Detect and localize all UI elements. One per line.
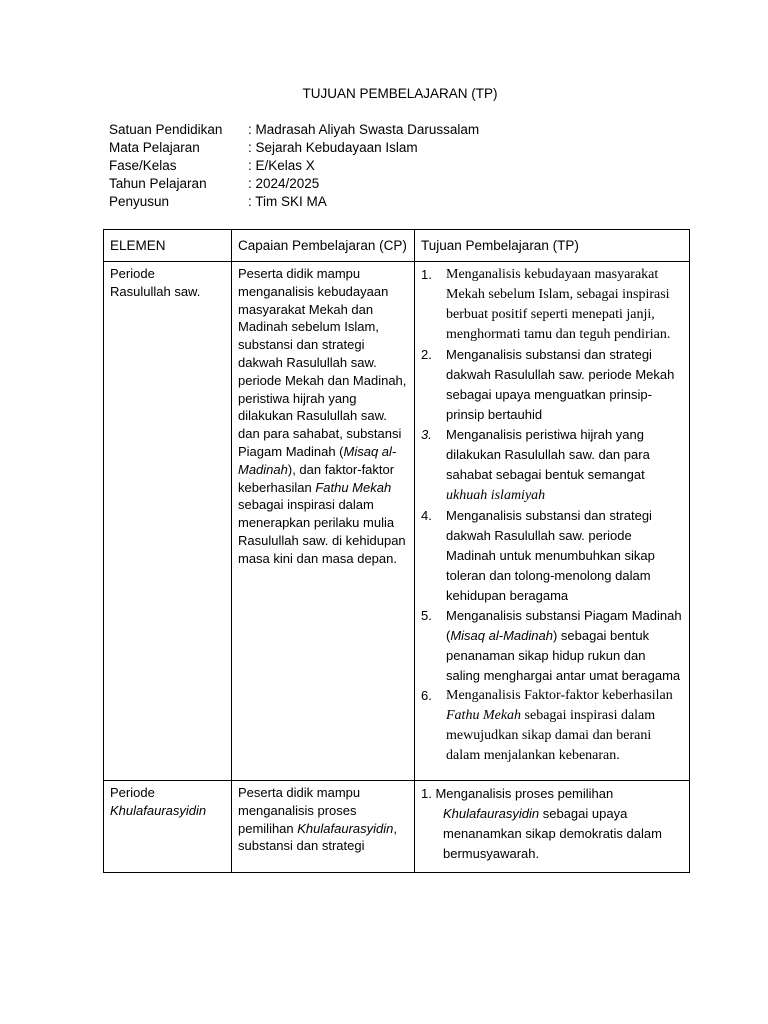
list-text-part: ) sebagai bentuk penanaman sikap hidup rukun dan saling menghargai antar umat beragama [446, 628, 681, 683]
meta-label: Fase/Kelas [109, 158, 177, 173]
document-meta [109, 121, 479, 211]
cp-text: Peserta didik mampu menganalisis proses pemilihan [238, 785, 361, 836]
cp-text: , substansi dan strategi [238, 820, 398, 854]
header-elemen: ELEMEN [104, 230, 232, 262]
meta-value: : Madrasah Aliyah Swasta Darussalam [248, 122, 480, 137]
list-item [421, 425, 683, 506]
list-item [421, 506, 683, 606]
table-row [104, 262, 690, 781]
list-number: 1. [421, 786, 432, 801]
meta-row [109, 157, 479, 175]
list-number: 6. [421, 688, 432, 703]
list-text-part: Menganalisis peristiwa hijrah yang dilakukan Rasulullah saw. dan para sahabat sebagai bentuk semangat [446, 427, 650, 482]
list-item [421, 606, 683, 686]
list-text-italic: Fathu Mekah [446, 708, 522, 723]
list-text-part: Menganalisis substansi Piagam Madinah ( [446, 608, 682, 643]
list-text-part: sebagai inspirasi dalam mewujudkan sikap damai dan berani dalam menjalankan kebenaran. [446, 708, 656, 763]
tp-cell [415, 262, 690, 781]
tp-item-continued [421, 804, 683, 864]
list-text [446, 606, 683, 686]
document-title: TUJUAN PEMBELAJARAN (TP) [302, 86, 498, 101]
list-text: Menganalisis substansi dan strategi dakwah Rasulullah saw. periode Mekah sebagai upaya menguatkan prinsip-prinsip bertauhid [446, 347, 675, 422]
list-text-italic: Khulafaurasyidin [443, 806, 540, 821]
list-text [446, 425, 683, 506]
cp-italic: Khulafaurasyidin [297, 820, 394, 836]
header-cp: Capaian Pembelajaran (CP) [232, 230, 415, 262]
elemen-line: Rasulullah saw. [110, 283, 201, 299]
list-text-part: sebagai upaya menanamkan sikap demokratis dalam bermusyawarah. [443, 806, 662, 861]
meta-row [109, 193, 479, 211]
list-text: Menganalisis kebudayaan masyarakat Mekah sebelum Islam, sebagai inspirasi berbuat positif seperti menepati janji, menghormati tamu dan teguh pendirian. [446, 267, 671, 342]
list-item [421, 686, 683, 766]
meta-row [109, 139, 479, 157]
elemen-italic: Khulafaurasyidin [110, 802, 207, 818]
table-row [104, 781, 690, 873]
list-text: Menganalisis substansi dan strategi dakwah Rasulullah saw. periode Madinah untuk menumbuhkan sikap toleran dan tolong-menolong dalam kehidupan beragama [446, 508, 655, 603]
header-tp: Tujuan Pembelajaran (TP) [415, 230, 690, 262]
list-text [446, 686, 683, 766]
list-number: 2. [421, 347, 432, 362]
list-number [421, 425, 446, 506]
meta-label: Satuan Pendidikan [109, 122, 223, 137]
table-header-row [104, 230, 690, 262]
list-number: 1. [421, 267, 432, 282]
list-number: 4. [421, 508, 432, 523]
cp-cell [232, 262, 415, 781]
tp-table [103, 229, 690, 873]
meta-value: : Tim SKI MA [248, 194, 327, 209]
list-number: 5. [421, 608, 432, 623]
meta-label: Tahun Pelajaran [109, 176, 207, 191]
cp-cell [232, 781, 415, 873]
elemen-line [110, 802, 225, 820]
meta-value: : E/Kelas X [248, 158, 315, 173]
tp-cell [415, 781, 690, 873]
cp-text: ), dan faktor-faktor keberhasilan [238, 461, 395, 495]
tp-list [421, 265, 683, 766]
elemen-cell [104, 781, 232, 873]
list-number-text: 3. [421, 427, 432, 442]
elemen-cell [104, 262, 232, 781]
cp-text: Peserta didik mampu menganalisis kebudayaan masyarakat Mekah dan Madinah sebelum Islam, substansi dan strategi dakwah Rasulullah saw. periode Mekah dan Madinah, peristiwa hijrah yang dilakukan Rasulullah saw. dan para sahabat, substansi Piagam Madinah ( [238, 266, 407, 459]
meta-label: Penyusun [109, 194, 170, 209]
tp-item [421, 784, 683, 804]
list-item [421, 345, 683, 425]
elemen-line: Periode [110, 266, 155, 281]
meta-label: Mata Pelajaran [109, 140, 200, 155]
list-text-italic: Misaq al-Madinah [450, 628, 553, 643]
cp-italic: Fathu Mekah [315, 479, 392, 495]
cp-text: sebagai inspirasi dalam menerapkan perilaku mulia Rasulullah saw. di kehidupan masa kini dan masa depan. [238, 497, 406, 566]
meta-row [109, 175, 479, 193]
meta-value: : Sejarah Kebudayaan Islam [248, 140, 418, 155]
list-text-italic: ukhuah islamiyah [446, 488, 546, 503]
elemen-line: Periode [110, 785, 155, 800]
list-text-part: Menganalisis Faktor-faktor keberhasilan [446, 688, 673, 703]
list-item [421, 265, 683, 345]
list-text-part: Menganalisis proses pemilihan [435, 786, 614, 801]
meta-row [109, 121, 479, 139]
cp-italic: Misaq al-Madinah [238, 443, 397, 477]
meta-value: : 2024/2025 [248, 176, 320, 191]
